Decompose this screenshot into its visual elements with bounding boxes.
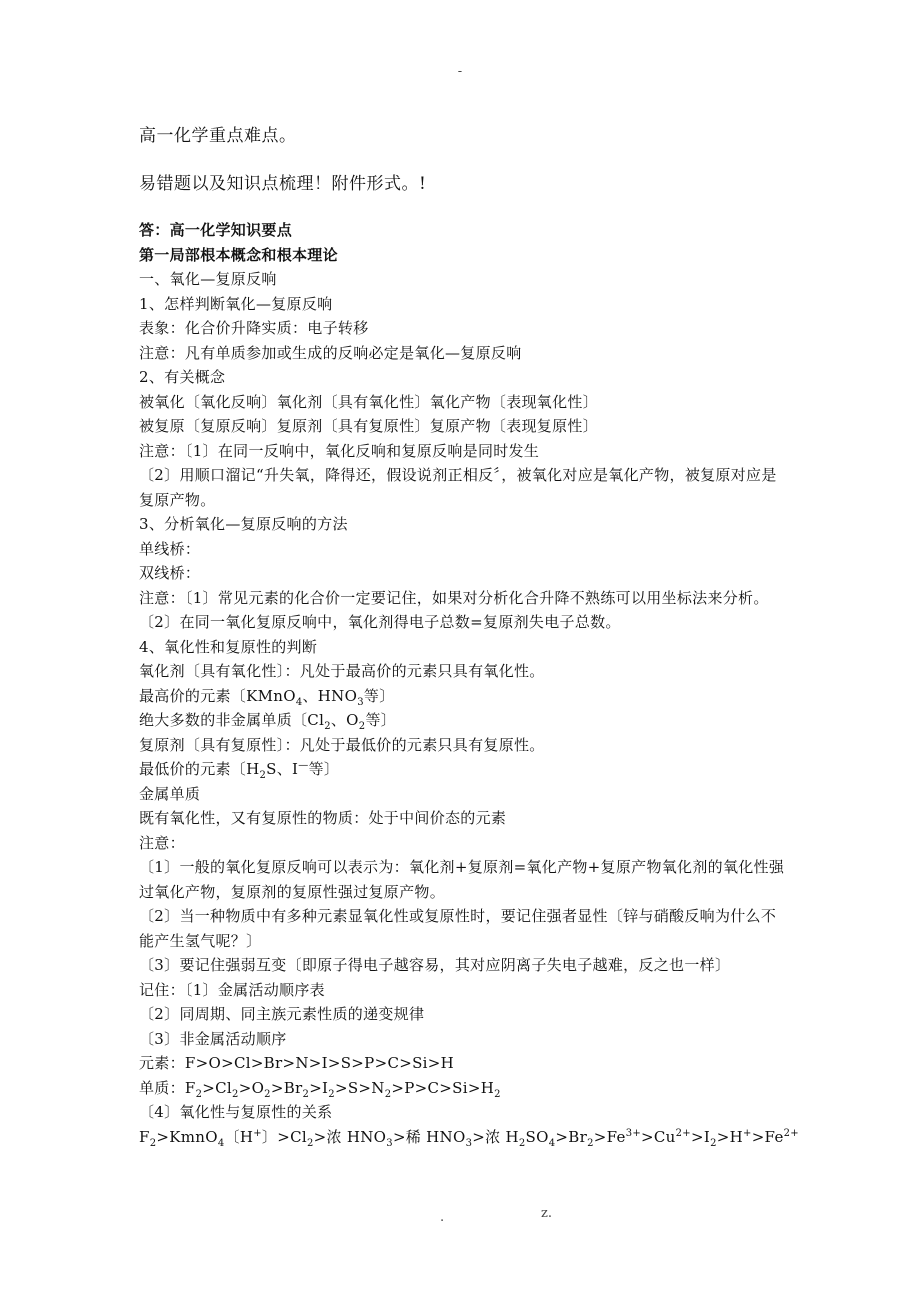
intro-line-1: 高一化学重点难点。 (139, 126, 297, 146)
answer-heading: 答：高一化学知识要点 (139, 221, 293, 239)
text-line: 1、怎样判断氧化—复原反响 (139, 294, 333, 313)
text-line: 既有氧化性，又有复原性的物质：处于中间价态的元素 (139, 809, 507, 827)
simple-substance-order-line: 单质：$F_2>Cl_2>O_2>Br_2>I_2>S>N_2>P>C>Si>H_2$ (139, 1078, 501, 1100)
intro-line-2: 易错题以及知识点梳理！附件形式。! (139, 174, 427, 194)
text-line: 3、分析氧化—复原反响的方法 (139, 515, 348, 533)
text-line: 单线桥： (139, 539, 201, 558)
text-line: 〔3〕要记住强弱互变〔即原子得电子越容易，其对应阴离子失电子越难，反之也一样〕 (139, 956, 731, 974)
text-paragraph: 注意：〔1〕常见元素的化合价一定要记住，如果对分析化合升降不熟练可以用坐标法来分析。 (139, 588, 769, 607)
text-line: 2、有关概念 (139, 368, 226, 386)
text-line: 被氧化〔氧化反响〕氧化剂〔具有氧化性〕氧化产物〔表现氧化性〕 (139, 392, 599, 411)
page-header-mark: - (457, 64, 463, 79)
text-line: 复原剂〔具有复原性〕：凡处于最低价的元素只具有复原性。 (139, 735, 545, 754)
text-line: 注意： (139, 833, 185, 852)
nonmetal-line: 绝大多数的非金属单质〔$Cl_2$、$O_2$等〕 (139, 711, 397, 732)
highest-valence-line: 最高价的元素〔KMnO$_4$、$HNO_3$等〕 (139, 686, 395, 708)
part1-heading: 第一局部根本概念和根本理论 (139, 245, 338, 264)
page-footer-left: . (440, 1210, 445, 1225)
document-body (139, 122, 799, 1149)
text-line: 〔2〕同周期、同主族元素性质的递变规律 (139, 1005, 425, 1023)
text-line: 记住：〔1〕金属活动顺序表 (139, 980, 325, 999)
text-line: 注意：凡有单质参加或生成的反响必定是氧化—复原反响 (139, 343, 522, 362)
text-line: 双线桥： (139, 564, 201, 582)
text-paragraph: 〔2〕用顺口溜记“升失氧，降得还，假设说剂正相反〞，被氧化对应是氧化产物，被复原对应是复原产物。 (139, 466, 777, 509)
text-line: 〔2〕在同一氧化复原反响中，氧化剂得电子总数=复原剂失电子总数。 (139, 613, 621, 631)
element-order-line: 元素：F>O>Cl>Br>N>I>S>P>C>Si>H (139, 1054, 455, 1072)
oxidizer-order-line: $F_2>KmnO_4$〔H+〕$>Cl_2>$浓 $HNO_3>$稀 $HNO_3>$浓 $H_2SO_4>Br_2>Fe^{3+}>Cu^{2+}>I_2>H^+>Fe^{2+}$ (139, 1127, 799, 1149)
text-line: 〔3〕非金属活动顺序 (139, 1029, 287, 1048)
text-line: 注意：〔1〕在同一反响中，氧化反响和复原反响是同时发生 (139, 441, 540, 460)
lowest-valence-line: 最低价的元素〔$H_2S$、I—等〕 (139, 760, 340, 781)
text-line: 被复原〔复原反响〕复原剂〔具有复原性〕复原产物〔表现复原性〕 (139, 417, 599, 435)
text-line: 金属单质 (139, 784, 201, 803)
text-line: 表象：化合价升降实质：电子转移 (139, 319, 369, 337)
text-line: 〔4〕氧化性与复原性的关系 (139, 1103, 333, 1121)
text-line: 氧化剂〔具有氧化性〕：凡处于最高价的元素只具有氧化性。 (139, 662, 545, 680)
text-paragraph: 〔1〕一般的氧化复原反响可以表示为：氧化剂+复原剂=氧化产物+复原产物氧化剂的氧化性强过氧化产物，复原剂的复原性强过复原产物。 (139, 858, 785, 901)
text-line: 4、氧化性和复原性的判断 (139, 637, 318, 656)
page-footer-right: z. (541, 1206, 552, 1221)
text-line: 一、氧化—复原反响 (139, 270, 277, 288)
text-paragraph: 〔2〕当一种物质中有多种元素显氧化性或复原性时，要记住强者显性〔锌与硝酸反响为什么不能产生氢气呢？〕 (139, 907, 777, 950)
